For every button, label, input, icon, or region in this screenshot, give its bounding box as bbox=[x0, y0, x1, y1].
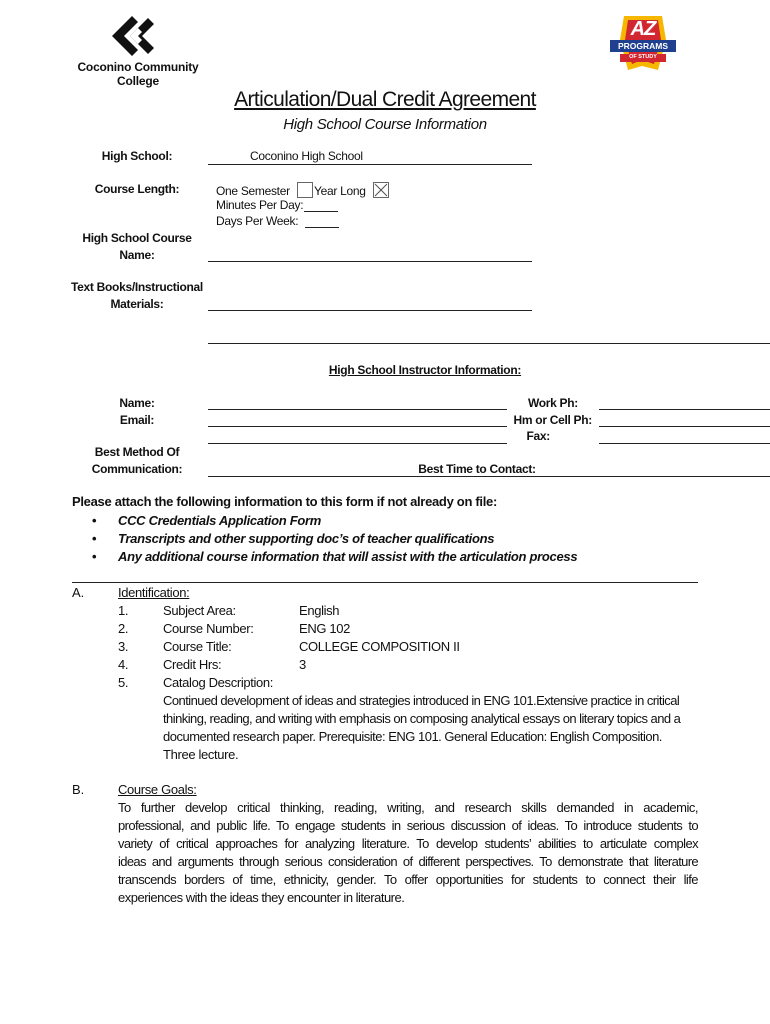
college-logo bbox=[68, 14, 208, 94]
best-method-label bbox=[72, 444, 202, 478]
extra-info-line[interactable] bbox=[208, 443, 507, 444]
bullet: • bbox=[92, 549, 97, 564]
one-semester-checkbox[interactable] bbox=[297, 182, 313, 198]
textbooks-line[interactable] bbox=[208, 310, 532, 311]
catalog-line: Continued development of ideas and strategies introduced in ENG 101.Extensive practice in critical bbox=[163, 693, 680, 708]
list-item-number: 1. bbox=[118, 603, 129, 618]
catalog-line: Three lecture. bbox=[163, 747, 239, 762]
work-phone-line[interactable] bbox=[599, 409, 770, 410]
attach-item bbox=[92, 513, 321, 528]
attach-heading: Please attach the following information to this form if not already on file: bbox=[72, 494, 498, 509]
fax-label: Fax: bbox=[526, 429, 550, 443]
course-name-label-line2: Name: bbox=[119, 248, 155, 262]
instructor-email-label: Email: bbox=[119, 413, 155, 427]
instructor-name-label: Name: bbox=[119, 396, 155, 410]
days-per-week-label: Days Per Week: bbox=[216, 214, 299, 228]
instructor-heading: High School Instructor Information: bbox=[328, 363, 522, 377]
goals-line: experiences with the ideas they encounter in literature. bbox=[118, 890, 405, 905]
days-per-week-line[interactable] bbox=[305, 227, 339, 228]
instructor-name-line[interactable] bbox=[208, 409, 507, 410]
list-item-label: Course Title: bbox=[163, 639, 232, 654]
instructor-email-line[interactable] bbox=[208, 426, 507, 427]
home-cell-phone-label: Hm or Cell Ph: bbox=[513, 413, 592, 427]
badge-line1: PROGRAMS bbox=[617, 41, 669, 51]
bullet: • bbox=[92, 531, 97, 546]
best-method-label-line1: Best Method Of bbox=[94, 445, 180, 459]
list-item-number: 3. bbox=[118, 639, 129, 654]
section-a-heading: Identification: bbox=[118, 585, 190, 600]
course-goals-text bbox=[118, 799, 698, 907]
catalog-line: documented research paper. Prerequisite: ENG 101. General Education: English Composition. bbox=[163, 729, 662, 744]
list-item-value: 3 bbox=[299, 657, 306, 672]
badge-letters: AZ bbox=[630, 18, 656, 40]
minutes-per-day-label: Minutes Per Day: bbox=[216, 198, 304, 212]
college-name-line2: College bbox=[117, 74, 159, 88]
fax-line[interactable] bbox=[599, 443, 770, 444]
page-title: Articulation/Dual Credit Agreement bbox=[234, 88, 536, 111]
goals-line: transcends borders of time, ethnicity, gender. To offer opportunities for students to connect their life bbox=[118, 872, 698, 887]
list-item-number: 5. bbox=[118, 675, 129, 690]
attach-item bbox=[92, 531, 494, 546]
page-subtitle: High School Course Information bbox=[283, 116, 487, 133]
badge-line2: OF STUDY bbox=[629, 54, 657, 60]
attach-divider-line bbox=[72, 582, 698, 583]
college-name bbox=[70, 60, 206, 88]
ccc-chevron-logo-icon bbox=[68, 14, 208, 60]
home-cell-phone-line[interactable] bbox=[599, 426, 770, 427]
catalog-description bbox=[163, 692, 703, 764]
catalog-line: thinking, reading, and writing with emphasis on composing analytical essays on literary topics and a bbox=[163, 711, 681, 726]
goals-line: To further develop critical thinking, reading, writing, and research skills demanded in academic, bbox=[118, 800, 698, 815]
college-name-line1: Coconino Community bbox=[77, 60, 199, 74]
attach-item-text: CCC Credentials Application Form bbox=[118, 513, 321, 528]
attach-item-text: Transcripts and other supporting doc’s of teacher qualifications bbox=[118, 531, 495, 546]
list-item-number: 4. bbox=[118, 657, 129, 672]
best-time-line[interactable] bbox=[700, 476, 770, 477]
list-item-value: ENG 102 bbox=[299, 621, 351, 636]
minutes-per-day-line[interactable] bbox=[304, 211, 338, 212]
textbooks-label bbox=[68, 279, 206, 313]
high-school-label: High School: bbox=[101, 149, 173, 163]
list-item-label: Course Number: bbox=[163, 621, 254, 636]
attach-item bbox=[92, 549, 577, 564]
year-long-option[interactable] bbox=[314, 182, 389, 198]
year-long-checkbox[interactable] bbox=[373, 182, 389, 198]
best-method-label-line2: Communication: bbox=[91, 462, 183, 476]
section-divider-line bbox=[208, 343, 770, 344]
course-name-label bbox=[72, 230, 202, 264]
bullet: • bbox=[92, 513, 97, 528]
section-b-letter: B. bbox=[72, 782, 85, 797]
list-item-label: Catalog Description: bbox=[163, 675, 274, 690]
work-phone-label: Work Ph: bbox=[527, 396, 578, 410]
course-name-label-line1: High School Course bbox=[82, 231, 192, 245]
textbooks-label-line1: Text Books/Instructional bbox=[71, 280, 203, 294]
course-length-label: Course Length: bbox=[94, 182, 180, 196]
goals-line: variety of critical approaches for analyzing literature. To develop students’ abilities to articulate complex bbox=[118, 836, 698, 851]
textbooks-label-line2: Materials: bbox=[110, 297, 164, 311]
az-programs-badge bbox=[606, 12, 680, 74]
x-mark-icon bbox=[374, 183, 388, 197]
goals-line: professional, and public life. To engage students in serious discussion of ideas. To introduce students to bbox=[118, 818, 698, 833]
high-school-line bbox=[208, 164, 532, 165]
one-semester-label: One Semester bbox=[216, 184, 290, 198]
section-b-heading: Course Goals: bbox=[118, 782, 197, 797]
best-time-label: Best Time to Contact: bbox=[418, 462, 536, 476]
section-a-letter: A. bbox=[72, 585, 85, 600]
attach-item-text: Any additional course information that will assist with the articulation process bbox=[118, 549, 578, 564]
list-item-number: 2. bbox=[118, 621, 129, 636]
list-item-value: COLLEGE COMPOSITION II bbox=[299, 639, 460, 654]
list-item-value: English bbox=[299, 603, 340, 618]
high-school-value[interactable]: Coconino High School bbox=[250, 149, 363, 163]
course-name-line[interactable] bbox=[208, 261, 532, 262]
one-semester-option[interactable] bbox=[216, 182, 313, 198]
list-item-label: Subject Area: bbox=[163, 603, 236, 618]
goals-line: ideas and arguments through serious consideration of different perspectives. To demonstrate that literature bbox=[118, 854, 698, 869]
year-long-label: Year Long bbox=[314, 184, 366, 198]
list-item-label: Credit Hrs: bbox=[163, 657, 222, 672]
